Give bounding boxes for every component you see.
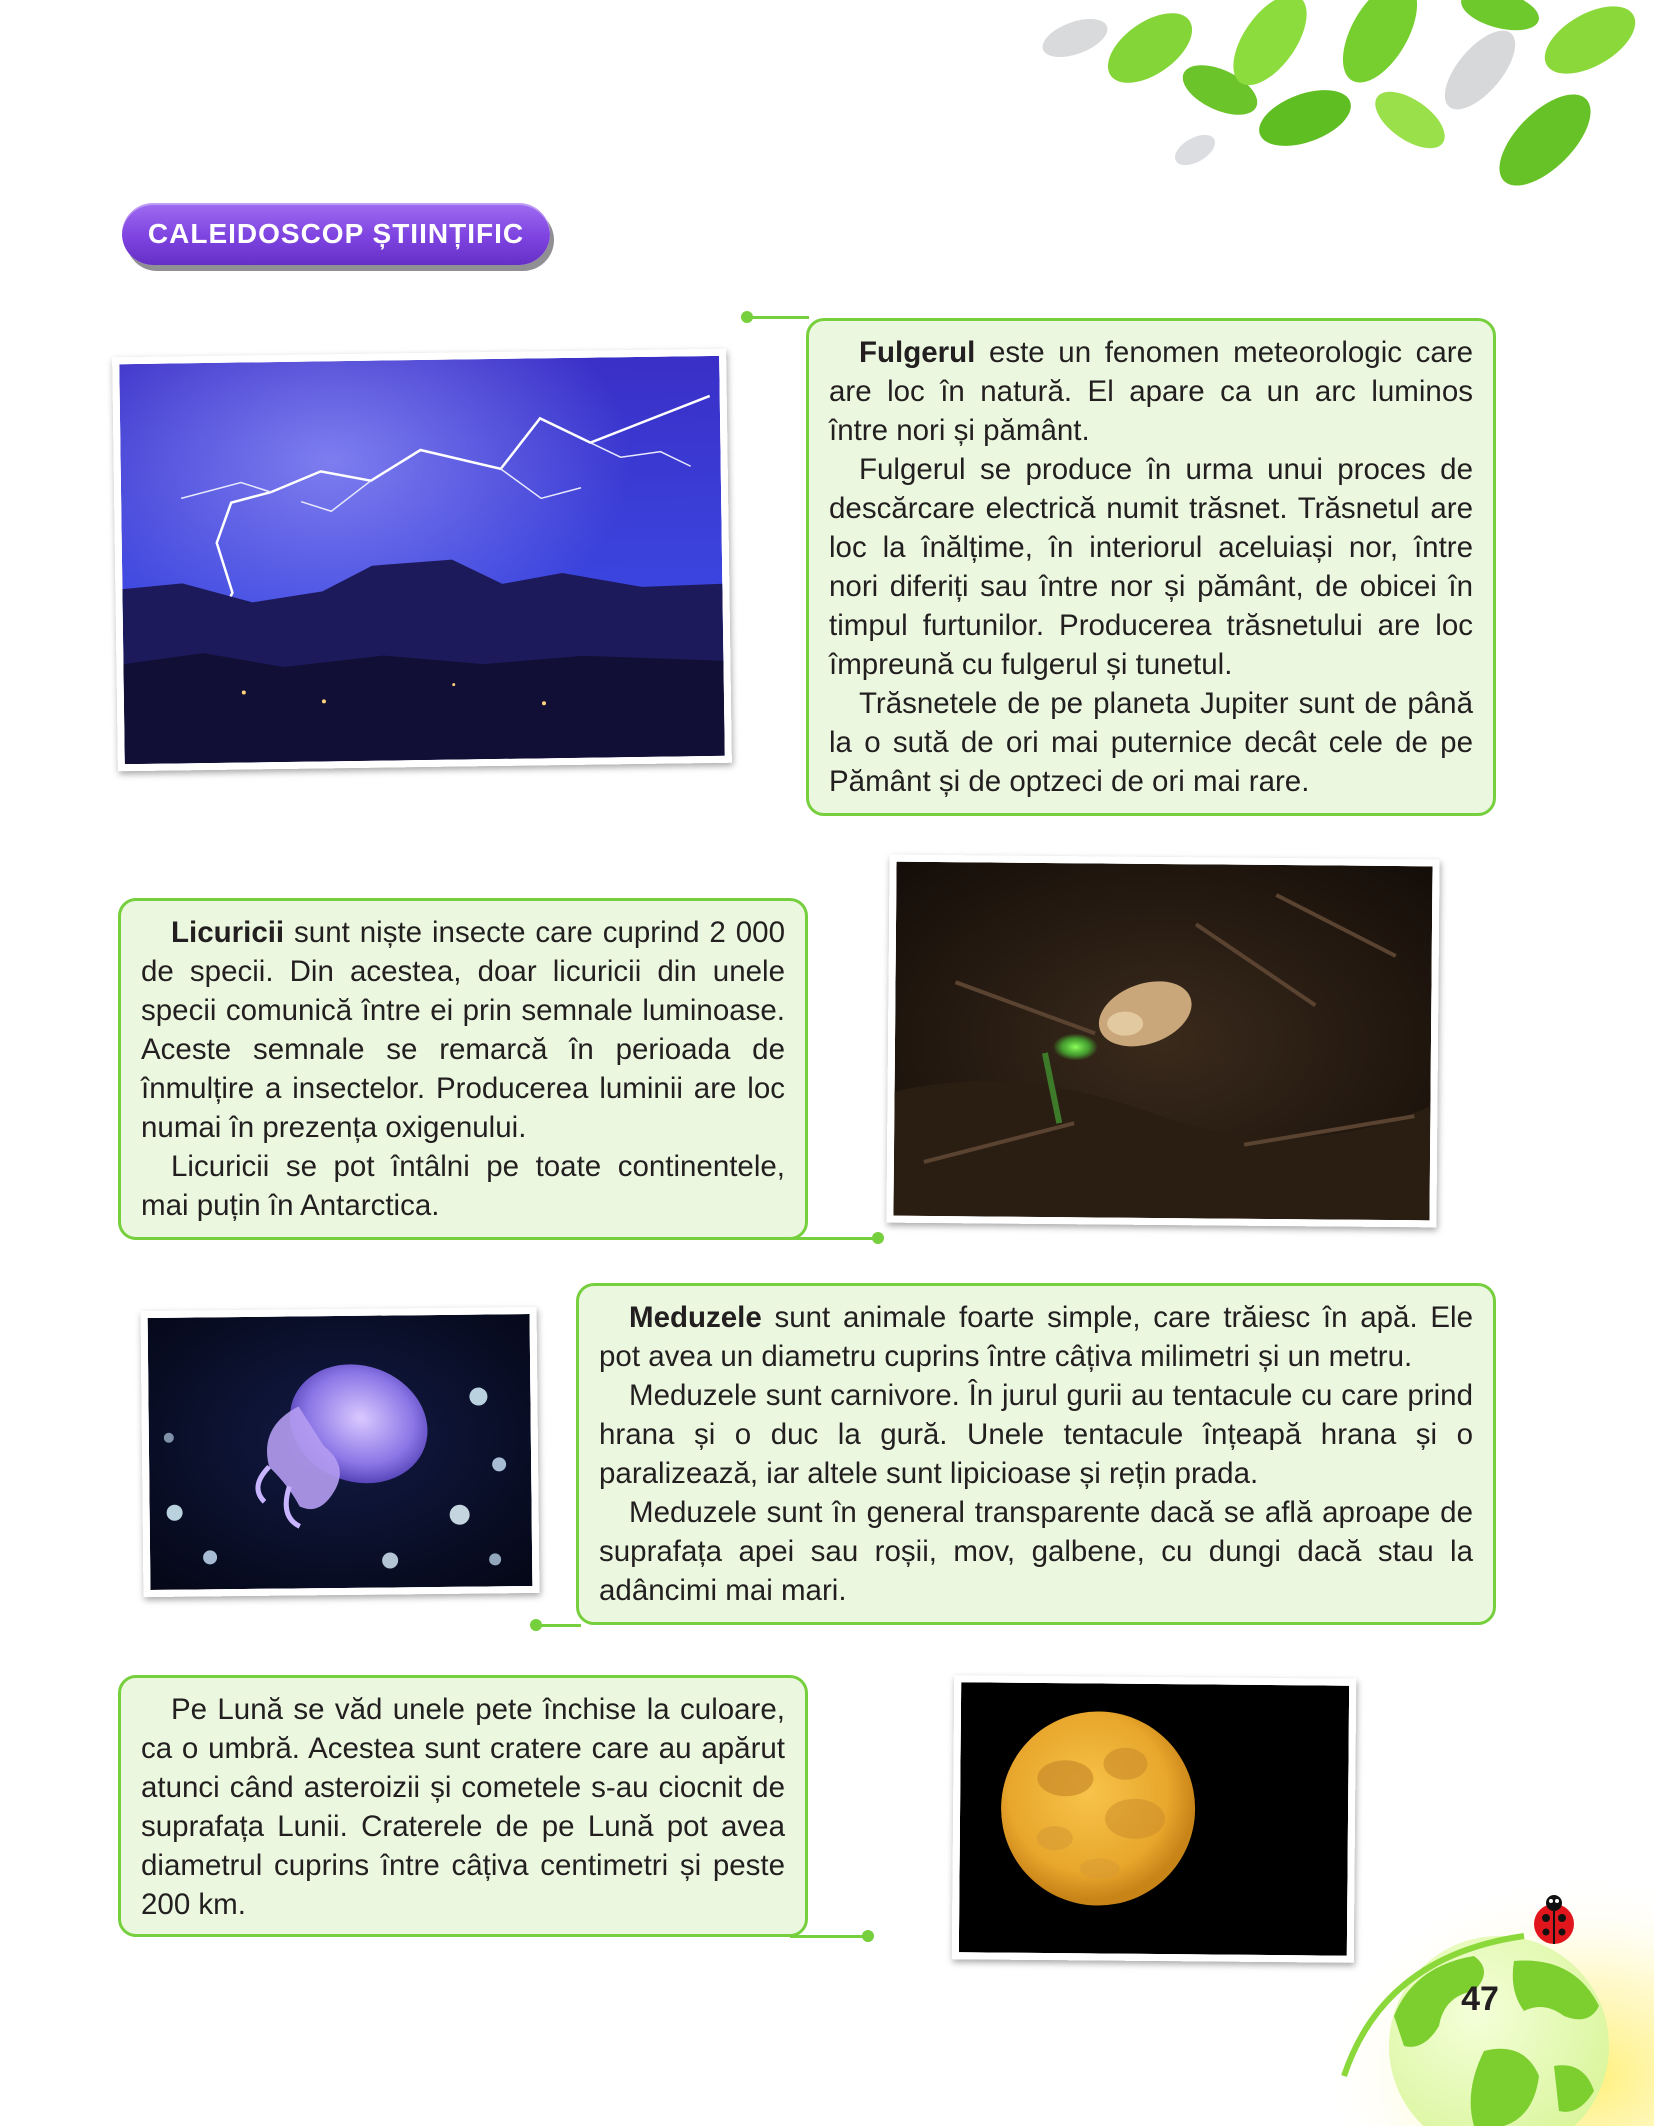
lightning-photo [112,349,732,772]
connector-line [790,1935,866,1938]
lightning-paragraph-1-text: este un fenomen meteorologic care are loc în natură. El apare ca un arc luminos între nori și pământ. [829,336,1473,447]
section-badge: CALEIDOSCOP ȘTIINȚIFIC [122,203,550,265]
jellyfish-photo [141,1307,540,1597]
page-number: 47 [1461,1980,1499,2018]
fireflies-term: Licuricii [171,916,285,949]
fireflies-text-box [118,898,808,1240]
fireflies-paragraph-1-text: sunt niște insecte care cuprind 2 000 de specii. Din acestea, doar licuricii din unele specii comunică între ei prin semnale luminoase. Aceste semnale se remarcă în perioada de înmulțire a insectelor. Producerea luminii are loc numai în prezența oxigenului. [141,916,785,1144]
jellyfish-text-box [576,1283,1496,1625]
jellyfish-paragraph-1 [599,1298,1473,1376]
connector-dot [862,1930,874,1942]
moon-photo [952,1675,1356,1962]
connector-line [536,1624,581,1627]
fireflies-paragraph-2: Licuricii se pot întâlni pe toate continentele, mai puțin în Antarctica. [141,1150,785,1222]
lightning-paragraph-3: Trăsnetele de pe planeta Jupiter sunt de până la o sută de ori mai puternice decât cele de pe Pământ și de optzeci de ori mai rare. [829,687,1473,798]
jellyfish-paragraph-2: Meduzele sunt carnivore. În jurul gurii au tentacule cu care prind hrana și o duc la gură. Unele tentacule înțeapă hrana și o paralizează, iar altele sunt lipicioase și rețin prada. [599,1379,1473,1490]
lightning-term: Fulgerul [859,336,976,369]
connector-line [747,316,809,319]
lightning-paragraph-1 [829,333,1473,450]
fireflies-paragraph-1 [141,913,785,1147]
leaves-decoration [0,0,1654,200]
lightning-text-box [806,318,1496,816]
firefly-photo [886,855,1439,1228]
moon-paragraph-1: Pe Lună se văd unele pete închise la culoare, ca o umbră. Acestea sunt cratere care au apărut atunci când asteroizii și cometele s-au ciocnit de suprafața Lunii. Craterele de pe Lună pot avea diametrul cuprins între câțiva centimetri și peste 200 km. [141,1693,785,1921]
connector-line [790,1237,875,1240]
lightning-paragraph-2: Fulgerul se produce în urma unui proces de descărcare electrică numit trăsnet. Trăsnetul are loc la înălțime, în interiorul aceluiași nor, între nori diferiți sau între nor și pământ, de obicei în timpul furtunilor. Producerea trăsnetului are loc împreună cu fulgerul și tunetul. [829,453,1473,681]
moon-text-box [118,1675,808,1937]
jellyfish-term: Meduzele [629,1301,762,1334]
jellyfish-paragraph-1-text: sunt animale foarte simple, care trăiesc în apă. Ele pot avea un diametru cuprins între câțiva milimetri și un metru. [599,1301,1473,1373]
connector-dot [872,1232,884,1244]
jellyfish-paragraph-3: Meduzele sunt în general transparente dacă se află aproape de suprafața apei sau roșii, mov, galbene, cu dungi dacă stau la adâncimi mai mari. [599,1496,1473,1607]
